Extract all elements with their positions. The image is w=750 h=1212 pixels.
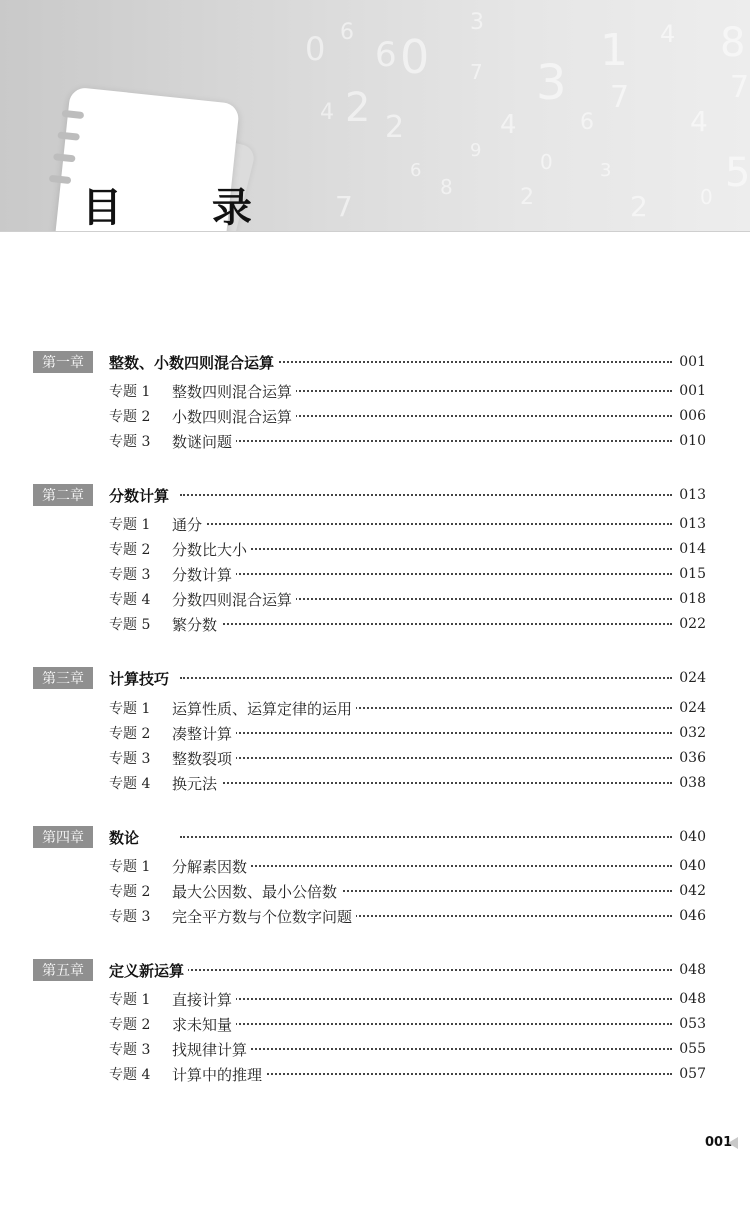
dot-leader: [180, 836, 672, 838]
dot-leader: [180, 548, 672, 550]
chapter-tag: 第二章: [33, 484, 93, 506]
topic-title: 分解素因数: [172, 856, 251, 877]
dot-leader: [180, 782, 672, 784]
topic-row[interactable]: [0, 538, 750, 560]
chapter-row-1[interactable]: [0, 351, 750, 373]
chapter-title: 数论: [109, 827, 143, 848]
topic-row[interactable]: [0, 1038, 750, 1060]
topic-title: 通分: [172, 514, 206, 535]
page-number: 001: [675, 383, 706, 399]
page-number: 001: [675, 354, 706, 370]
topic-number: 专题 4: [109, 592, 151, 608]
page-number: 018: [675, 591, 706, 607]
topic-number: 专题 1: [109, 384, 151, 400]
topic-row[interactable]: [0, 880, 750, 902]
topic-title: 数谜问题: [172, 431, 236, 452]
topic-number: 专题 4: [109, 776, 151, 792]
chapter-row-2[interactable]: [0, 484, 750, 506]
page-number: 024: [675, 670, 706, 686]
background-digit-pattern: 0 6 6 0 3 3 1 7 4 8 7 2 4 2 7 4 0 6 4 5 7 8 2 2 0 6 9 3: [305, 10, 750, 223]
page-number: 055: [675, 1041, 706, 1057]
topic-number: 专题 2: [109, 884, 151, 900]
topic-title: 分数四则混合运算: [172, 589, 296, 610]
page-number: 038: [675, 775, 706, 791]
topic-number: 专题 3: [109, 1042, 151, 1058]
topic-title: 凑整计算: [172, 723, 236, 744]
topic-row[interactable]: [0, 613, 750, 635]
topic-row[interactable]: [0, 747, 750, 769]
chapter-title: 计算技巧: [109, 668, 173, 689]
topic-title: 找规律计算: [172, 1039, 251, 1060]
page-number: 040: [675, 829, 706, 845]
page-number: 036: [675, 750, 706, 766]
chapter-row-4[interactable]: [0, 826, 750, 848]
dot-leader: [180, 440, 672, 442]
topic-title: 最大公因数、最小公倍数: [172, 881, 341, 902]
dot-leader: [180, 1048, 672, 1050]
dot-leader: [180, 573, 672, 575]
topic-row[interactable]: [0, 905, 750, 927]
page-number: 042: [675, 883, 706, 899]
dot-leader: [180, 732, 672, 734]
page-number: 040: [675, 858, 706, 874]
page-number: 048: [675, 991, 706, 1007]
topic-title: 整数裂项: [172, 748, 236, 769]
chapter-title: 分数计算: [109, 485, 173, 506]
topic-number: 专题 2: [109, 726, 151, 742]
page-number: 013: [675, 487, 706, 503]
topic-row[interactable]: [0, 988, 750, 1010]
arrow-left-icon: [728, 1137, 738, 1149]
topic-number: 专题 3: [109, 567, 151, 583]
dot-leader: [180, 623, 672, 625]
topic-row[interactable]: [0, 430, 750, 452]
dot-leader: [180, 523, 672, 525]
topic-title: 繁分数: [172, 614, 221, 635]
topic-row[interactable]: [0, 513, 750, 535]
topic-title: 换元法: [172, 773, 221, 794]
page-number: 006: [675, 408, 706, 424]
dot-leader: [180, 969, 672, 971]
topic-title: 求未知量: [172, 1014, 236, 1035]
topic-row[interactable]: [0, 697, 750, 719]
topic-row[interactable]: [0, 563, 750, 585]
page-number: 014: [675, 541, 706, 557]
topic-number: 专题 3: [109, 434, 151, 450]
header-banner: [0, 0, 750, 232]
page-title: 目 录: [82, 185, 290, 231]
topic-number: 专题 3: [109, 751, 151, 767]
page-number: 010: [675, 433, 706, 449]
chapter-row-3[interactable]: [0, 667, 750, 689]
topic-title: 分数比大小: [172, 539, 251, 560]
chapter-tag: 第五章: [33, 959, 93, 981]
topic-number: 专题 3: [109, 909, 151, 925]
topic-title: 整数四则混合运算: [172, 381, 296, 402]
page-number: 022: [675, 616, 706, 632]
topic-title: 计算中的推理: [172, 1064, 266, 1085]
topic-number: 专题 2: [109, 1017, 151, 1033]
dot-leader: [180, 998, 672, 1000]
topic-title: 完全平方数与个位数字问题: [172, 906, 356, 927]
page-number: 048: [675, 962, 706, 978]
page-number: 013: [675, 516, 706, 532]
topic-row[interactable]: [0, 405, 750, 427]
page-number: 053: [675, 1016, 706, 1032]
footer-page-number: 001: [705, 1135, 733, 1150]
topic-number: 专题 2: [109, 409, 151, 425]
topic-row[interactable]: [0, 722, 750, 744]
page-number: 046: [675, 908, 706, 924]
chapter-title: 整数、小数四则混合运算: [109, 352, 278, 373]
topic-row[interactable]: [0, 1013, 750, 1035]
topic-row[interactable]: [0, 588, 750, 610]
topic-number: 专题 4: [109, 1067, 151, 1083]
topic-number: 专题 1: [109, 517, 151, 533]
topic-row[interactable]: [0, 772, 750, 794]
topic-title: 直接计算: [172, 989, 236, 1010]
topic-title: 运算性质、运算定律的运用: [172, 698, 356, 719]
topic-row[interactable]: [0, 380, 750, 402]
dot-leader: [180, 494, 672, 496]
dot-leader: [180, 677, 672, 679]
dot-leader: [180, 865, 672, 867]
topic-number: 专题 1: [109, 701, 151, 717]
topic-number: 专题 2: [109, 542, 151, 558]
page-number: 032: [675, 725, 706, 741]
topic-number: 专题 5: [109, 617, 151, 633]
dot-leader: [180, 757, 672, 759]
dot-leader: [180, 1023, 672, 1025]
chapter-tag: 第一章: [33, 351, 93, 373]
topic-number: 专题 1: [109, 859, 151, 875]
chapter-row-5[interactable]: [0, 959, 750, 981]
topic-row[interactable]: [0, 855, 750, 877]
topic-title: 小数四则混合运算: [172, 406, 296, 427]
topic-row[interactable]: [0, 1063, 750, 1085]
chapter-tag: 第四章: [33, 826, 93, 848]
chapter-tag: 第三章: [33, 667, 93, 689]
chapter-title: 定义新运算: [109, 960, 188, 981]
topic-number: 专题 1: [109, 992, 151, 1008]
page-number: 024: [675, 700, 706, 716]
topic-title: 分数计算: [172, 564, 236, 585]
page-number: 057: [675, 1066, 706, 1082]
page-number: 015: [675, 566, 706, 582]
